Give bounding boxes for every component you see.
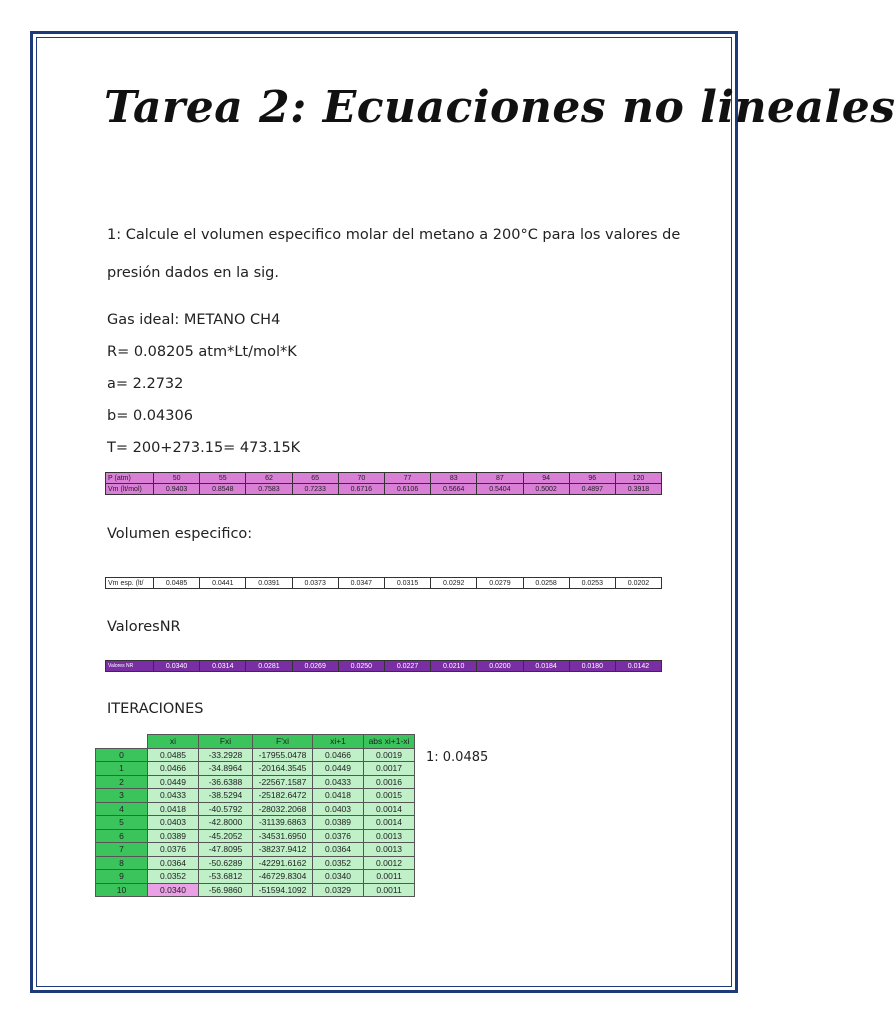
iterations-header-cell: F'xi	[253, 735, 313, 749]
nr-heading: ValoresNR	[107, 619, 181, 635]
nr-value-cell: 0.0184	[523, 661, 569, 672]
iterations-header-cell: abs xi+1-xi	[364, 735, 415, 749]
iteration-value-cell: -42.8000	[199, 816, 253, 830]
param-r: R= 0.08205 atm*Lt/mol*K	[107, 344, 297, 360]
iteration-value-cell: -38237.9412	[253, 843, 313, 857]
iteration-value-cell: -25182.6472	[253, 789, 313, 803]
volume-heading: Volumen especifico:	[107, 526, 253, 542]
iteration-value-cell: -36.6388	[199, 775, 253, 789]
specific-volume-cell: 0.0441	[200, 578, 246, 589]
iterations-row	[96, 789, 415, 803]
specific-volume-row	[106, 578, 662, 589]
iteration-index-cell: 5	[96, 816, 148, 830]
iteration-value-cell: 0.0466	[148, 762, 199, 776]
iteration-value-cell: 0.0433	[313, 775, 364, 789]
iteration-index-cell: 10	[96, 883, 148, 897]
problem-line-1: 1: Calcule el volumen especifico molar del metano a 200°C para los valores de	[107, 227, 681, 243]
iteration-value-cell: -20164.3545	[253, 762, 313, 776]
iteration-value-cell: 0.0403	[148, 816, 199, 830]
pressure-cell: 62	[246, 473, 292, 484]
nr-value-cell: 0.0210	[431, 661, 477, 672]
iteration-value-cell: -53.6812	[199, 870, 253, 884]
molar-volume-cell: 0.8548	[200, 484, 246, 495]
specific-volume-cell: 0.0373	[292, 578, 338, 589]
pressure-cell: 96	[569, 473, 615, 484]
header-blank-cell	[96, 735, 148, 749]
iteration-value-cell: -17955.0478	[253, 748, 313, 762]
iteration-value-cell: 0.0449	[313, 762, 364, 776]
iteration-value-cell: 0.0014	[364, 802, 415, 816]
iteration-value-cell: 0.0389	[313, 816, 364, 830]
iteration-value-cell: -42291.6162	[253, 856, 313, 870]
molar-volume-cell: 0.5002	[523, 484, 569, 495]
iteration-value-cell: 0.0340	[148, 883, 199, 897]
nr-value-cell: 0.0269	[292, 661, 338, 672]
iterations-table	[95, 734, 415, 897]
iteration-index-cell: 4	[96, 802, 148, 816]
iteration-value-cell: 0.0376	[148, 843, 199, 857]
molar-volume-row	[106, 484, 662, 495]
specific-volume-cell: 0.0258	[523, 578, 569, 589]
specific-volume-cell: 0.0292	[431, 578, 477, 589]
specific-volume-cell: 0.0253	[569, 578, 615, 589]
molar-volume-cell: 0.4897	[569, 484, 615, 495]
iteration-value-cell: -34531.6950	[253, 829, 313, 843]
iteration-index-cell: 7	[96, 843, 148, 857]
pressure-cell: 120	[615, 473, 661, 484]
nr-value-cell: 0.0340	[154, 661, 200, 672]
iteration-value-cell: 0.0340	[313, 870, 364, 884]
iteration-index-cell: 2	[96, 775, 148, 789]
iteration-value-cell: 0.0013	[364, 829, 415, 843]
iteration-value-cell: 0.0418	[313, 789, 364, 803]
pressure-cell: 87	[477, 473, 523, 484]
iteration-value-cell: 0.0014	[364, 816, 415, 830]
param-t: T= 200+273.15= 473.15K	[107, 440, 301, 456]
molar-volume-cell: 0.7583	[246, 484, 292, 495]
param-b: b= 0.04306	[107, 408, 193, 424]
iterations-row	[96, 843, 415, 857]
pressure-cell: 55	[200, 473, 246, 484]
iteration-value-cell: -22567.1587	[253, 775, 313, 789]
iteration-value-cell: -51594.1092	[253, 883, 313, 897]
specific-volume-cell: 0.0202	[615, 578, 661, 589]
iteration-value-cell: 0.0012	[364, 856, 415, 870]
iteration-value-cell: 0.0015	[364, 789, 415, 803]
pressure-row	[106, 473, 662, 484]
iterations-header-cell: xi	[148, 735, 199, 749]
iteration-value-cell: -40.5792	[199, 802, 253, 816]
iterations-row	[96, 883, 415, 897]
iterations-row	[96, 816, 415, 830]
iteration-value-cell: 0.0013	[364, 843, 415, 857]
iteration-index-cell: 1	[96, 762, 148, 776]
pressure-cell: 65	[292, 473, 338, 484]
iteration-value-cell: 0.0011	[364, 870, 415, 884]
nr-values-row	[106, 661, 662, 672]
specific-volume-cell: 0.0315	[384, 578, 430, 589]
param-a: a= 2.2732	[107, 376, 184, 392]
document-title: Tarea 2: Ecuaciones no lineales	[104, 82, 896, 133]
iteration-value-cell: -45.2052	[199, 829, 253, 843]
pressure-cell: 70	[338, 473, 384, 484]
iterations-header-cell: Fxi	[199, 735, 253, 749]
specific-volume-label-cell: Vm esp. (lt/	[106, 578, 154, 589]
specific-volume-cell: 0.0391	[246, 578, 292, 589]
nr-value-cell: 0.0200	[477, 661, 523, 672]
iteration-value-cell: 0.0019	[364, 748, 415, 762]
molar-volume-cell: 0.7233	[292, 484, 338, 495]
iteration-value-cell: 0.0352	[148, 870, 199, 884]
iteration-note: 1: 0.0485	[426, 750, 489, 765]
iterations-row	[96, 775, 415, 789]
iteration-value-cell: 0.0352	[313, 856, 364, 870]
pressure-cell: 94	[523, 473, 569, 484]
iteration-value-cell: 0.0011	[364, 883, 415, 897]
iteration-value-cell: -46729.8304	[253, 870, 313, 884]
iterations-row	[96, 802, 415, 816]
iteration-index-cell: 9	[96, 870, 148, 884]
pressure-cell: 83	[431, 473, 477, 484]
iteration-value-cell: 0.0403	[313, 802, 364, 816]
molar-volume-cell: 0.9403	[154, 484, 200, 495]
nr-value-cell: 0.0180	[569, 661, 615, 672]
molar-volume-cell: 0.6106	[384, 484, 430, 495]
nr-value-cell: 0.0281	[246, 661, 292, 672]
nr-label-cell: Valores NR	[106, 661, 154, 672]
nr-table	[105, 660, 662, 672]
iterations-heading: ITERACIONES	[107, 701, 204, 717]
iterations-header-cell: xi+1	[313, 735, 364, 749]
iterations-row	[96, 856, 415, 870]
iteration-value-cell: -56.9860	[199, 883, 253, 897]
iteration-index-cell: 8	[96, 856, 148, 870]
iteration-value-cell: 0.0466	[313, 748, 364, 762]
iteration-index-cell: 0	[96, 748, 148, 762]
iteration-value-cell: -34.8964	[199, 762, 253, 776]
molar-volume-label-cell: Vm (lt/mol)	[106, 484, 154, 495]
molar-volume-cell: 0.5404	[477, 484, 523, 495]
molar-volume-cell: 0.3918	[615, 484, 661, 495]
nr-value-cell: 0.0227	[384, 661, 430, 672]
param-gas: Gas ideal: METANO CH4	[107, 312, 281, 328]
pressure-cell: 50	[154, 473, 200, 484]
pressure-cell: 77	[384, 473, 430, 484]
iteration-value-cell: 0.0418	[148, 802, 199, 816]
specific-volume-cell: 0.0279	[477, 578, 523, 589]
iteration-value-cell: 0.0364	[313, 843, 364, 857]
pressure-table	[105, 472, 662, 495]
iterations-row	[96, 870, 415, 884]
iteration-value-cell: 0.0016	[364, 775, 415, 789]
iterations-header-row	[96, 735, 415, 749]
iteration-index-cell: 3	[96, 789, 148, 803]
iteration-value-cell: 0.0389	[148, 829, 199, 843]
nr-value-cell: 0.0142	[615, 661, 661, 672]
iteration-value-cell: -38.5294	[199, 789, 253, 803]
iteration-value-cell: -28032.2068	[253, 802, 313, 816]
molar-volume-cell: 0.6716	[338, 484, 384, 495]
iteration-value-cell: 0.0376	[313, 829, 364, 843]
iterations-row	[96, 748, 415, 762]
iteration-value-cell: -33.2928	[199, 748, 253, 762]
iteration-value-cell: 0.0449	[148, 775, 199, 789]
iteration-value-cell: 0.0485	[148, 748, 199, 762]
iteration-value-cell: 0.0433	[148, 789, 199, 803]
molar-volume-cell: 0.5664	[431, 484, 477, 495]
iterations-row	[96, 762, 415, 776]
iteration-value-cell: 0.0364	[148, 856, 199, 870]
nr-value-cell: 0.0314	[200, 661, 246, 672]
pressure-label-cell: P (atm)	[106, 473, 154, 484]
volume-table	[105, 577, 662, 589]
nr-value-cell: 0.0250	[338, 661, 384, 672]
problem-line-2: presión dados en la sig.	[107, 265, 279, 281]
iteration-value-cell: -47.8095	[199, 843, 253, 857]
iteration-value-cell: 0.0017	[364, 762, 415, 776]
iteration-value-cell: -50.6289	[199, 856, 253, 870]
iteration-index-cell: 6	[96, 829, 148, 843]
iteration-value-cell: -31139.6863	[253, 816, 313, 830]
specific-volume-cell: 0.0485	[154, 578, 200, 589]
specific-volume-cell: 0.0347	[338, 578, 384, 589]
iteration-value-cell: 0.0329	[313, 883, 364, 897]
iterations-row	[96, 829, 415, 843]
